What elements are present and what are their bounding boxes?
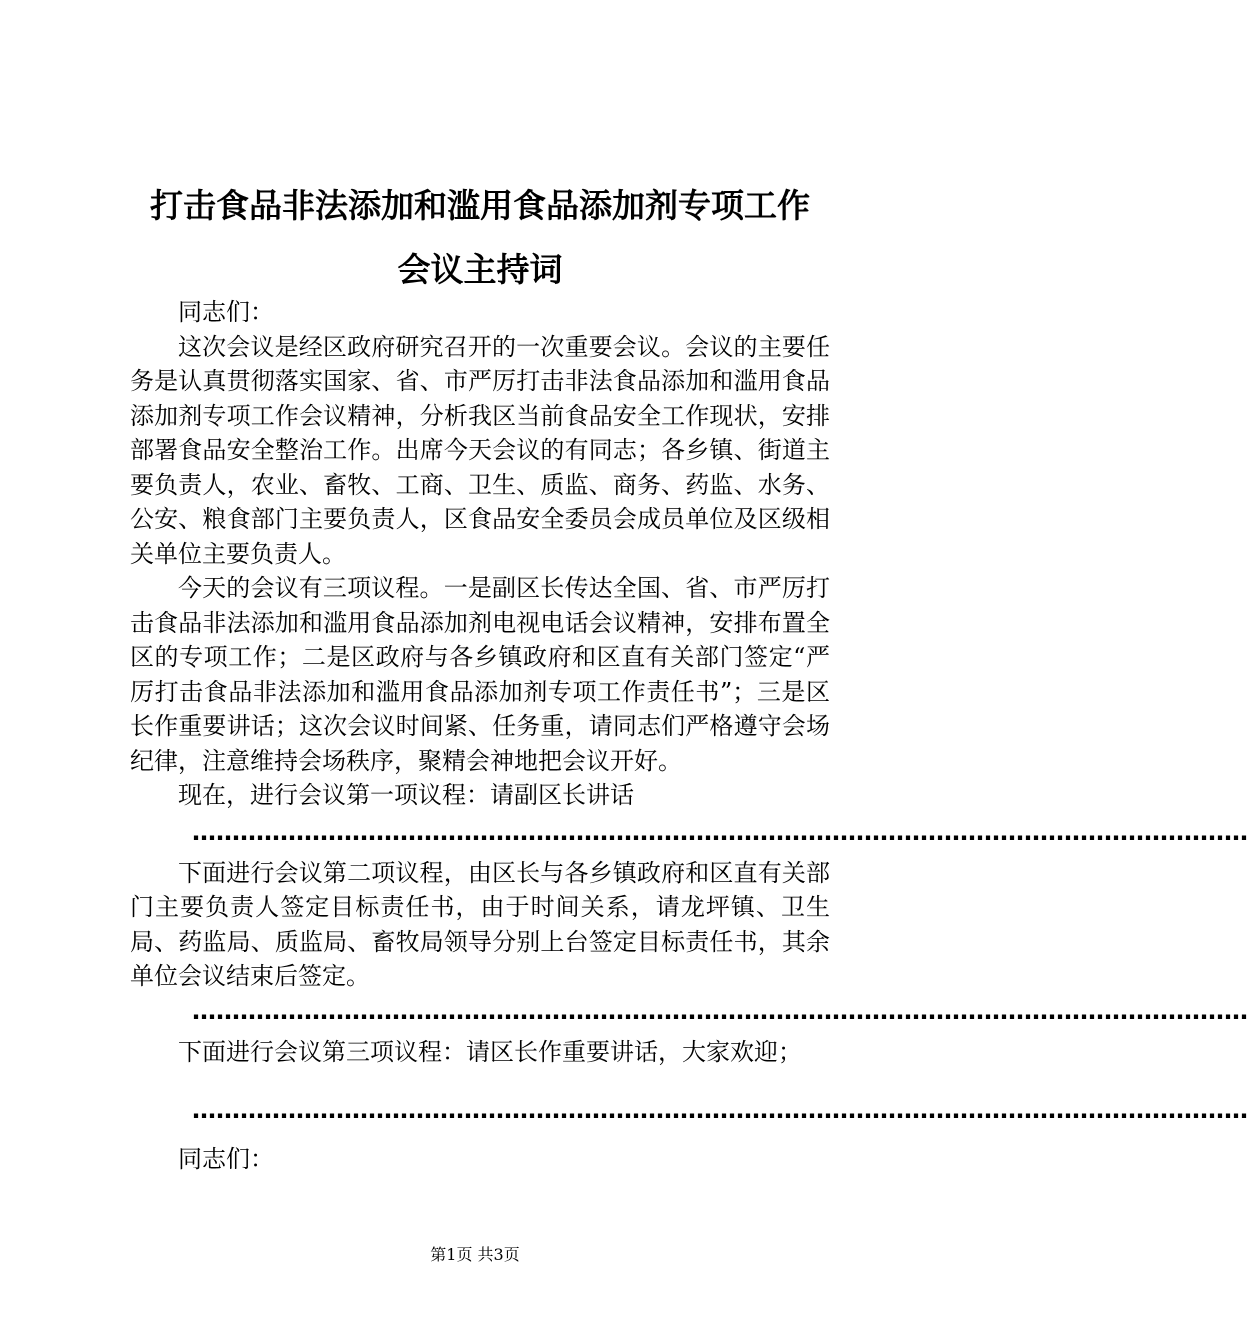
document-title-line-2: 会议主持词 [397,250,563,289]
agenda-item-1: 现在，进行会议第一项议程：请副区长讲话 [178,781,634,809]
agenda-item-2: 下面进行会议第二项议程，由区长与各乡镇政府和区直有关部门主要负责人签定目标责任书，由于时间关系，请龙坪镇、卫生局、药监局、质监局、畜牧局领导分别上台签定目标责任书，其余单位会议结束后签定。 [130,858,830,990]
page-number: 第1页 共3页 [430,1245,520,1264]
ellipsis-separator: …………………………………………………………………………………………………………………… [192,817,1248,846]
agenda-item-3: 下面进行会议第三项议程：请区长作重要讲话，大家欢迎； [178,1037,802,1066]
ellipsis-separator: …………………………………………………………………………………………………………………… [192,1096,1248,1124]
paragraph-agenda: 今天的会议有三项议程。一是副区长传达全国、省、市严厉打击食品非法添加和滥用食品添加剂电视电话会议精神，安排布置全区的专项工作；二是区政府与各乡镇政府和区直有关部门签定“严厉打击食品非法添加和滥用食品添加剂专项工作责任书”；三是区长作重要讲话；这次会议时间紧、任务重，请同志们严格遵守会场纪律，注意维持会场秩序，聚精会神地把会议开好。 [130,574,830,775]
paragraph-intro: 这次会议是经区政府研究召开的一次重要会议。会议的主要任务是认真贯彻落实国家、省、市严厉打击非法食品添加和滥用食品添加剂专项工作会议精神，分析我区当前食品安全工作现状，安排部署食品安全整治工作。出席今天会议的有同志；各乡镇、街道主要负责人，农业、畜牧、工商、卫生、质监、商务、药监、水务、公安、粮食部门主要负责人，区食品安全委员会成员单位及区级相关单位主要负责人。 [130,332,830,568]
ellipsis-separator: …………………………………………………………………………………………………………………… [192,996,1248,1025]
closing-salutation: 同志们： [178,1145,274,1173]
document-title-line-1: 打击食品非法添加和滥用食品添加剂专项工作 [150,186,810,225]
salutation: 同志们： [178,298,274,326]
document-body [130,295,1248,1177]
